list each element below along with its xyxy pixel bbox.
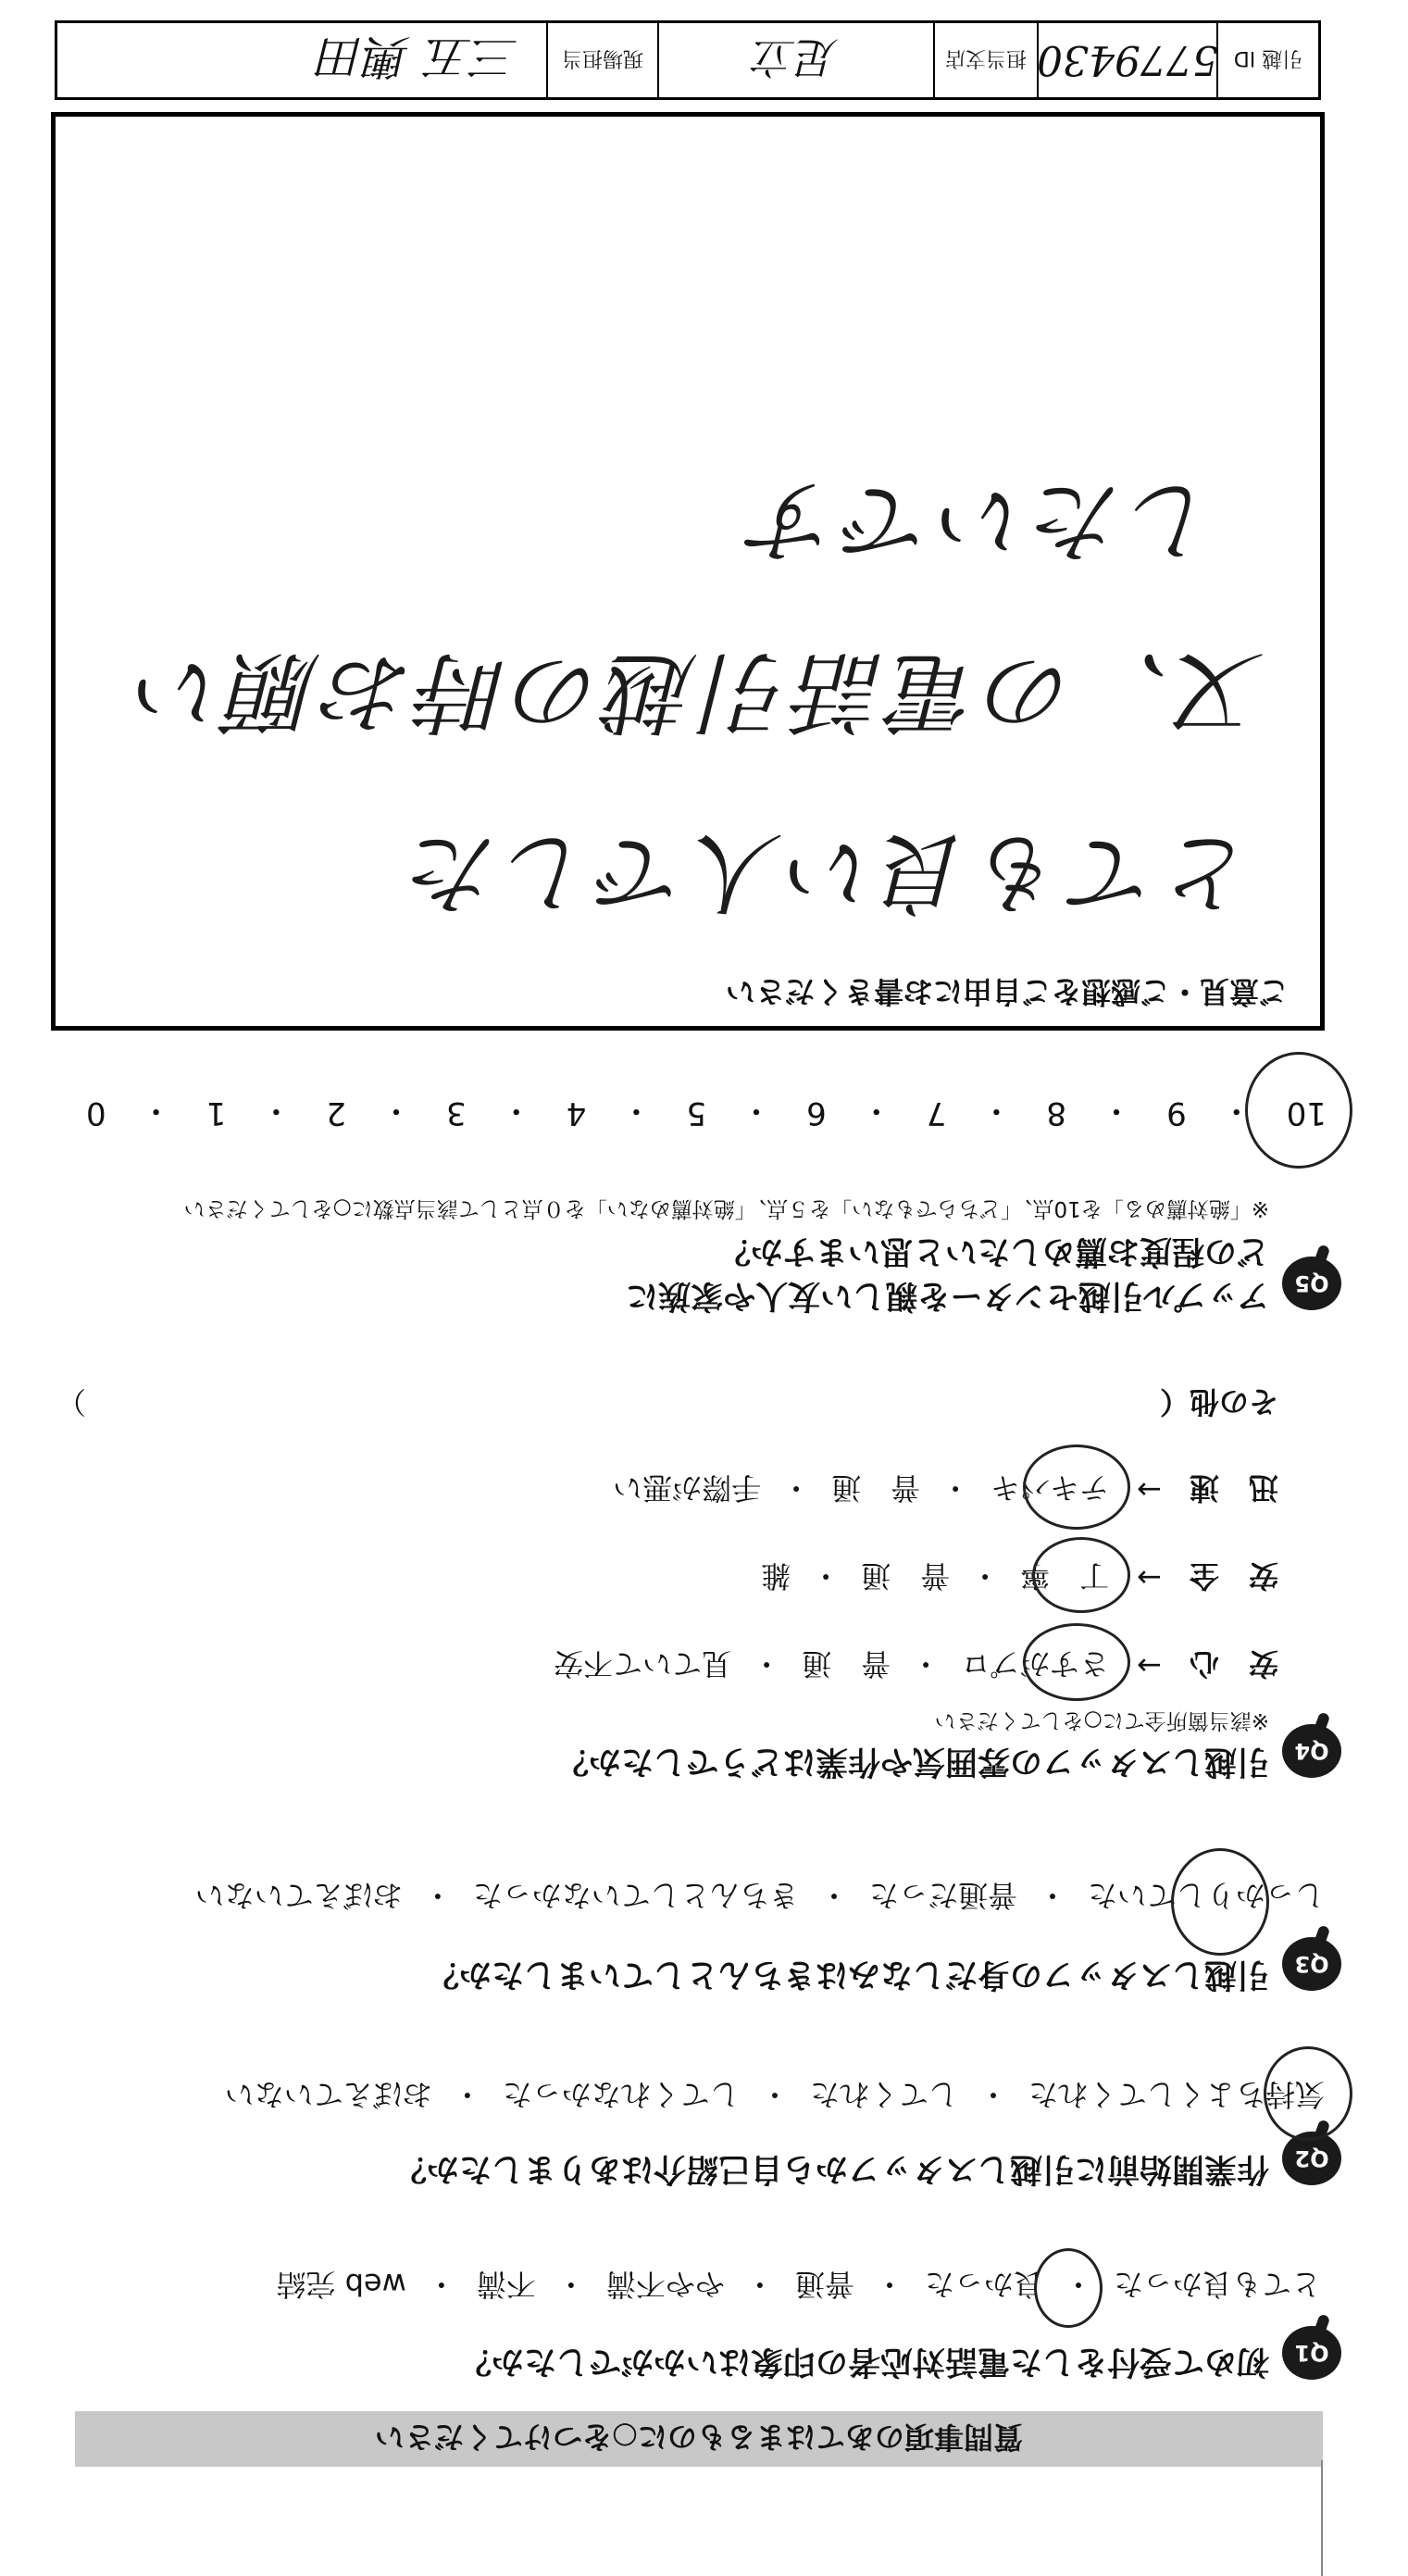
q4-note: ※該当箇所全てに○をしてください	[934, 1708, 1269, 1732]
q5-note: ※「絶対薦める」を10点、「どちらでもない」を５点、「絶対薦めない」を０点として該当点数に○をしてください	[183, 1196, 1269, 1220]
q5-scale: 10 ・ 9 ・ 8 ・ 7 ・ 6 ・ 5 ・ 4 ・ 3 ・ 2 ・ 1 ・ 0	[86, 1092, 1327, 1132]
q1-opt-1[interactable]: とても良かった	[1113, 2267, 1321, 2302]
comment-line-2: 又、の電話引越の時お願い	[131, 640, 1265, 744]
q4-anshin-opt-1[interactable]: さすがプロ	[961, 1646, 1110, 1682]
instruction-bar	[75, 2411, 1323, 2467]
q4-jinsoku-opt-3[interactable]: 手際が悪い	[613, 1470, 762, 1506]
q3-options: しっかりしていた ・ 普通だった ・ きちんとしていなかった ・ おぼえていない	[195, 1876, 1325, 1919]
q3-title: 引越しスタッフの身だしなみはきちんとしていましたか？	[426, 1956, 1269, 1993]
q4-other-close: ）	[56, 1384, 87, 1419]
q4-anzen-answer-circle	[1032, 1537, 1130, 1613]
q1-answer-circle	[1034, 2248, 1103, 2328]
q2-opt-3[interactable]: してくれなかった	[502, 2077, 740, 2112]
q1-opt-2[interactable]: 良かった	[924, 2267, 1043, 2302]
q5-score-5[interactable]: 5	[686, 1094, 707, 1132]
q1-opt-4[interactable]: やや不満	[605, 2267, 725, 2302]
page-edge-line	[1321, 2460, 1323, 2576]
comments-box	[51, 112, 1325, 1031]
q1-opt-3[interactable]: 普通	[794, 2267, 854, 2302]
q5-score-0[interactable]: 0	[86, 1094, 106, 1132]
q4-anshin-opt-2[interactable]: 普 通	[802, 1646, 891, 1682]
header-label-move-id: 引越 ID	[1216, 23, 1318, 97]
q4-jinsoku-opt-1[interactable]: テキパキ	[991, 1470, 1110, 1506]
q3-opt-4[interactable]: おぼえていない	[194, 1878, 403, 1913]
comment-line-3: したいです	[746, 469, 1218, 572]
q4-anshin-answer-circle	[1023, 1623, 1130, 1701]
q4-anzen-opt-1[interactable]: 丁 寧	[1020, 1558, 1110, 1594]
q4-other-row	[56, 1382, 1278, 1425]
q3-opt-3[interactable]: きちんとしていなかった	[472, 1878, 799, 1913]
q3-badge: Q3	[1282, 1937, 1341, 1991]
header-value-move-id: 5779430	[1037, 23, 1216, 97]
q2-opt-1[interactable]: 気持ちよくしてくれた	[1028, 2077, 1325, 2112]
q5-score-3[interactable]: 3	[446, 1094, 467, 1132]
q4-row-label: 安 全	[1189, 1558, 1278, 1594]
q4-other-label[interactable]: その他（	[1159, 1384, 1278, 1419]
header-value-branch: 足立	[657, 23, 933, 97]
q4-row-anshin: 安 心 → さすがプロ ・ 普 通 ・ 見ていて不安	[554, 1644, 1278, 1687]
header-label-site: 現場担当	[546, 23, 657, 97]
q2-options: 気持ちよくしてくれた ・ してくれた ・ してくれなかった ・ おぼえていない	[225, 2075, 1325, 2118]
q5-score-10[interactable]: 10	[1286, 1094, 1327, 1132]
q4-row-anzen: 安 全 → 丁 寧 ・ 普 通 ・ 雑	[761, 1557, 1278, 1599]
q4-row-label: 安 心	[1189, 1646, 1278, 1682]
header-table	[55, 20, 1321, 100]
arrow-icon: →	[1137, 1560, 1162, 1595]
q5-score-9[interactable]: 9	[1166, 1094, 1187, 1132]
q3-opt-2[interactable]: 普通だった	[868, 1878, 1017, 1913]
q5-badge: Q5	[1282, 1257, 1341, 1310]
q5-score-6[interactable]: 6	[806, 1094, 827, 1132]
q5-answer-circle	[1245, 1052, 1352, 1169]
q5-score-8[interactable]: 8	[1046, 1094, 1067, 1132]
q1-badge: Q1	[1282, 2326, 1341, 2380]
q2-opt-2[interactable]: してくれた	[809, 2077, 958, 2112]
q3-opt-1[interactable]: しっかりしていた	[1087, 1878, 1325, 1913]
arrow-icon: →	[1137, 1472, 1162, 1507]
q1-opt-6[interactable]: web 完結	[276, 2267, 406, 2302]
q1-title: 初めて受付をした電話対応者の印象はいかがでしたか？	[458, 2343, 1269, 2380]
q4-anzen-opt-3[interactable]: 雑	[761, 1558, 791, 1594]
q4-title: 引越しスタッフの雰囲気や作業はどうでしたか？	[555, 1743, 1269, 1780]
comment-line-1: とても良い人でした	[405, 820, 1255, 924]
instruction-text: 質問事項のあてはまるものに○をつけてください	[375, 2420, 1023, 2455]
comments-title: ご意見・ご感想をご自由にお書きください	[725, 974, 1289, 1009]
q4-row-label: 迅 速	[1189, 1470, 1278, 1506]
q5-title-line2: どの程度お薦めしたいと思いますか？	[717, 1232, 1269, 1269]
q4-badge: Q4	[1282, 1724, 1341, 1778]
q5-score-2[interactable]: 2	[326, 1094, 346, 1132]
q4-jinsoku-opt-2[interactable]: 普 通	[831, 1470, 921, 1506]
q4-anshin-opt-3[interactable]: 見ていて不安	[554, 1646, 732, 1682]
q4-anzen-opt-2[interactable]: 普 通	[861, 1558, 951, 1594]
q2-badge: Q2	[1282, 2132, 1341, 2185]
header-label-branch: 担当支店	[933, 23, 1037, 97]
q2-opt-4[interactable]: おぼえていない	[224, 2077, 432, 2112]
q1-options: とても良かった ・ 良かった ・ 普通 ・ やや不満 ・ 不満 ・ web 完結	[276, 2265, 1321, 2307]
q1-opt-5[interactable]: 不満	[476, 2267, 536, 2302]
q5-score-7[interactable]: 7	[926, 1094, 947, 1132]
arrow-icon: →	[1137, 1648, 1162, 1683]
q2-answer-circle	[1264, 2046, 1352, 2141]
q5-title-line1: アップル引越センターを親しい友人や家族に	[626, 1277, 1269, 1314]
q5-score-1[interactable]: 1	[206, 1094, 227, 1132]
q3-answer-circle	[1171, 1848, 1269, 1956]
q4-jinsoku-answer-circle	[1023, 1444, 1130, 1530]
q2-title: 作業開始前に引越しスタッフから自己紹介はありましたか？	[393, 2150, 1269, 2187]
header-value-site: 三五 輿田	[318, 30, 518, 83]
q4-row-jinsoku: 迅 速 → テキパキ ・ 普 通 ・ 手際が悪い	[613, 1469, 1278, 1511]
q5-score-4[interactable]: 4	[566, 1094, 587, 1132]
